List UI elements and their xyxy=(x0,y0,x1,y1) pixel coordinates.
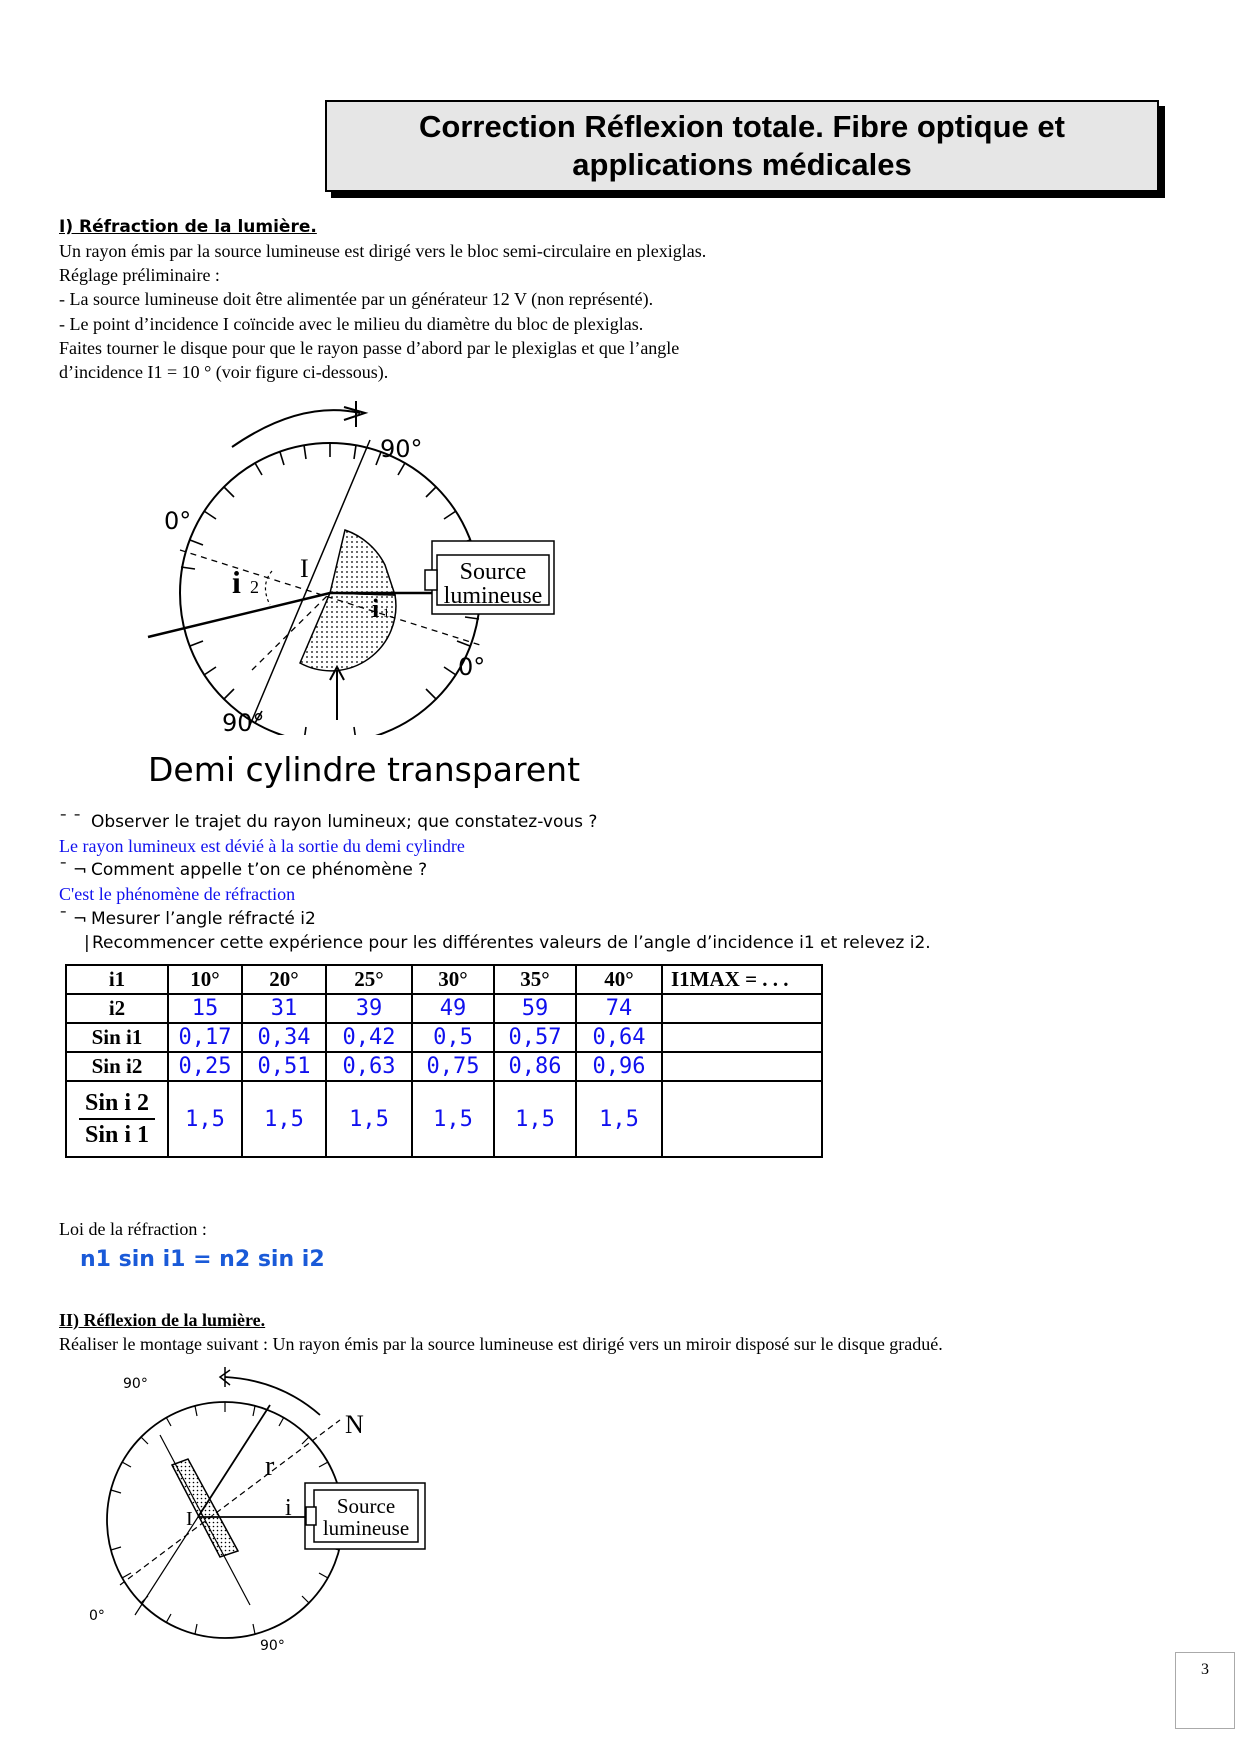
fig2-label-0: 0° xyxy=(89,1608,105,1624)
svg-text:lumineuse: lumineuse xyxy=(322,1516,410,1540)
table-cell: 1,5 xyxy=(412,1081,494,1157)
fig2-label-r: r xyxy=(265,1451,275,1482)
fig2-label-90-top: 90° xyxy=(123,1376,148,1392)
row-label-i2: i2 xyxy=(66,994,168,1023)
title-box xyxy=(325,100,1159,192)
answer-1: Le rayon lumineux est dévié à la sortie du demi cylindre xyxy=(59,836,465,856)
section2-line: Réaliser le montage suivant : Un rayon émis par la source lumineuse est dirigé vers un miroir disposé sur le disque gradué. xyxy=(59,1334,943,1354)
table-row xyxy=(66,1023,822,1052)
table-cell: 49 xyxy=(412,994,494,1023)
intro-line: Faites tourner le disque pour que le rayon passe d’abord par le plexiglas et que l’angle xyxy=(59,338,680,358)
table-cell: 59 xyxy=(494,994,576,1023)
table-cell: 0,57 xyxy=(494,1023,576,1052)
table-cell: 0,63 xyxy=(326,1052,412,1081)
ratio-fraction: $\frac{\text{Sin i 2}}{\text{Sin i 1}}$ xyxy=(79,1088,155,1150)
table-row xyxy=(66,965,822,994)
table-row xyxy=(66,994,822,1023)
row-label-ratio xyxy=(66,1081,168,1157)
imax-cell: I1MAX = . . . xyxy=(662,965,822,994)
row-label-sin-i1: Sin i1 xyxy=(66,1023,168,1052)
table-cell: 0,86 xyxy=(494,1052,576,1081)
intro-line: Réglage préliminaire : xyxy=(59,265,220,285)
figure1-caption: Demi cylindre transparent xyxy=(148,750,581,789)
question-1: Observer le trajet du rayon lumineux; que constatez-vous ? xyxy=(91,812,598,832)
svg-text:lumineuse: lumineuse xyxy=(443,583,543,609)
table-cell: 74 xyxy=(576,994,662,1023)
table-cell: 1,5 xyxy=(242,1081,326,1157)
table-cell: 30° xyxy=(412,965,494,994)
row-label-sin-i2: Sin i2 xyxy=(66,1052,168,1081)
table-cell: 0,96 xyxy=(576,1052,662,1081)
fig2-label-I: I xyxy=(186,1508,193,1530)
table-cell: 0,42 xyxy=(326,1023,412,1052)
reflection-disk-diagram xyxy=(80,1365,480,1655)
label-I: I xyxy=(300,554,309,583)
source-label: Source xyxy=(459,559,527,585)
label-i2: i xyxy=(232,564,241,600)
question-4: Recommencer cette expérience pour les différentes valeurs de l’angle d’incidence i1 et relevez i2. xyxy=(92,933,931,953)
table-cell: 0,75 xyxy=(412,1052,494,1081)
label-90-top: 90° xyxy=(380,435,423,463)
label-0-right: 0° xyxy=(458,653,486,681)
table-cell: 10° xyxy=(168,965,242,994)
table-cell: 15 xyxy=(168,994,242,1023)
table-cell: 0,64 xyxy=(576,1023,662,1052)
law-label: Loi de la réfraction : xyxy=(59,1219,207,1239)
table-cell xyxy=(662,1081,822,1157)
refraction-law: n1 sin i1 = n2 sin i2 xyxy=(80,1247,325,1272)
rotation-arrow xyxy=(232,410,360,447)
answer-2: C'est le phénomène de réfraction xyxy=(59,884,296,904)
table-cell: 0,5 xyxy=(412,1023,494,1052)
table-cell: 31 xyxy=(242,994,326,1023)
label-0-left: 0° xyxy=(164,507,192,535)
table-row xyxy=(66,1081,822,1157)
intro-line: - Le point d’incidence I coïncide avec le milieu du diamètre du bloc de plexiglas. xyxy=(59,314,644,334)
table-cell: 0,25 xyxy=(168,1052,242,1081)
table-cell xyxy=(662,994,822,1023)
table-cell: 0,17 xyxy=(168,1023,242,1052)
refraction-table xyxy=(65,964,823,1158)
table-cell: 35° xyxy=(494,965,576,994)
table-cell: 1,5 xyxy=(326,1081,412,1157)
section2-heading: II) Réflexion de la lumière. xyxy=(59,1310,266,1330)
label-90-bottom: 90° xyxy=(222,709,265,735)
fig2-label-N: N xyxy=(345,1410,364,1439)
table-cell: 25° xyxy=(326,965,412,994)
page-number: 3 xyxy=(1175,1652,1235,1729)
table-cell: 1,5 xyxy=(576,1081,662,1157)
table-cell xyxy=(662,1052,822,1081)
fig2-label-i: i xyxy=(285,1495,292,1521)
table-cell: 0,34 xyxy=(242,1023,326,1052)
page-title: Correction Réflexion totale. Fibre optique et applications médicales xyxy=(419,109,1065,182)
svg-text:1: 1 xyxy=(383,605,390,620)
refraction-disk-diagram xyxy=(140,395,620,735)
label-i1: i xyxy=(372,594,380,623)
table-cell: 40° xyxy=(576,965,662,994)
reflection-figure xyxy=(80,1365,480,1655)
table-cell: 1,5 xyxy=(494,1081,576,1157)
intro-line: - La source lumineuse doit être alimentée par un générateur 12 V (non représenté). xyxy=(59,289,654,309)
table-cell: 0,51 xyxy=(242,1052,326,1081)
refraction-figure xyxy=(140,395,620,800)
intro-line: Un rayon émis par la source lumineuse est dirigé vers le bloc semi-circulaire en plexiglas. xyxy=(59,241,707,261)
table-row xyxy=(66,1052,822,1081)
table-cell: 39 xyxy=(326,994,412,1023)
intro-line: d’incidence I1 = 10 ° (voir figure ci-dessous). xyxy=(59,362,389,382)
table-cell: 1,5 xyxy=(168,1081,242,1157)
question-3: Mesurer l’angle réfracté i2 xyxy=(91,909,316,929)
row-label-i1: i1 xyxy=(66,965,168,994)
table-cell xyxy=(662,1023,822,1052)
table-cell: 20° xyxy=(242,965,326,994)
svg-text:2: 2 xyxy=(250,577,259,597)
fig2-label-90-bottom: 90° xyxy=(260,1638,285,1654)
question-2: Comment appelle t’on ce phénomène ? xyxy=(91,860,428,880)
section1-heading: I) Réfraction de la lumière. xyxy=(59,217,317,237)
fig2-source-label: Source xyxy=(336,1494,396,1518)
